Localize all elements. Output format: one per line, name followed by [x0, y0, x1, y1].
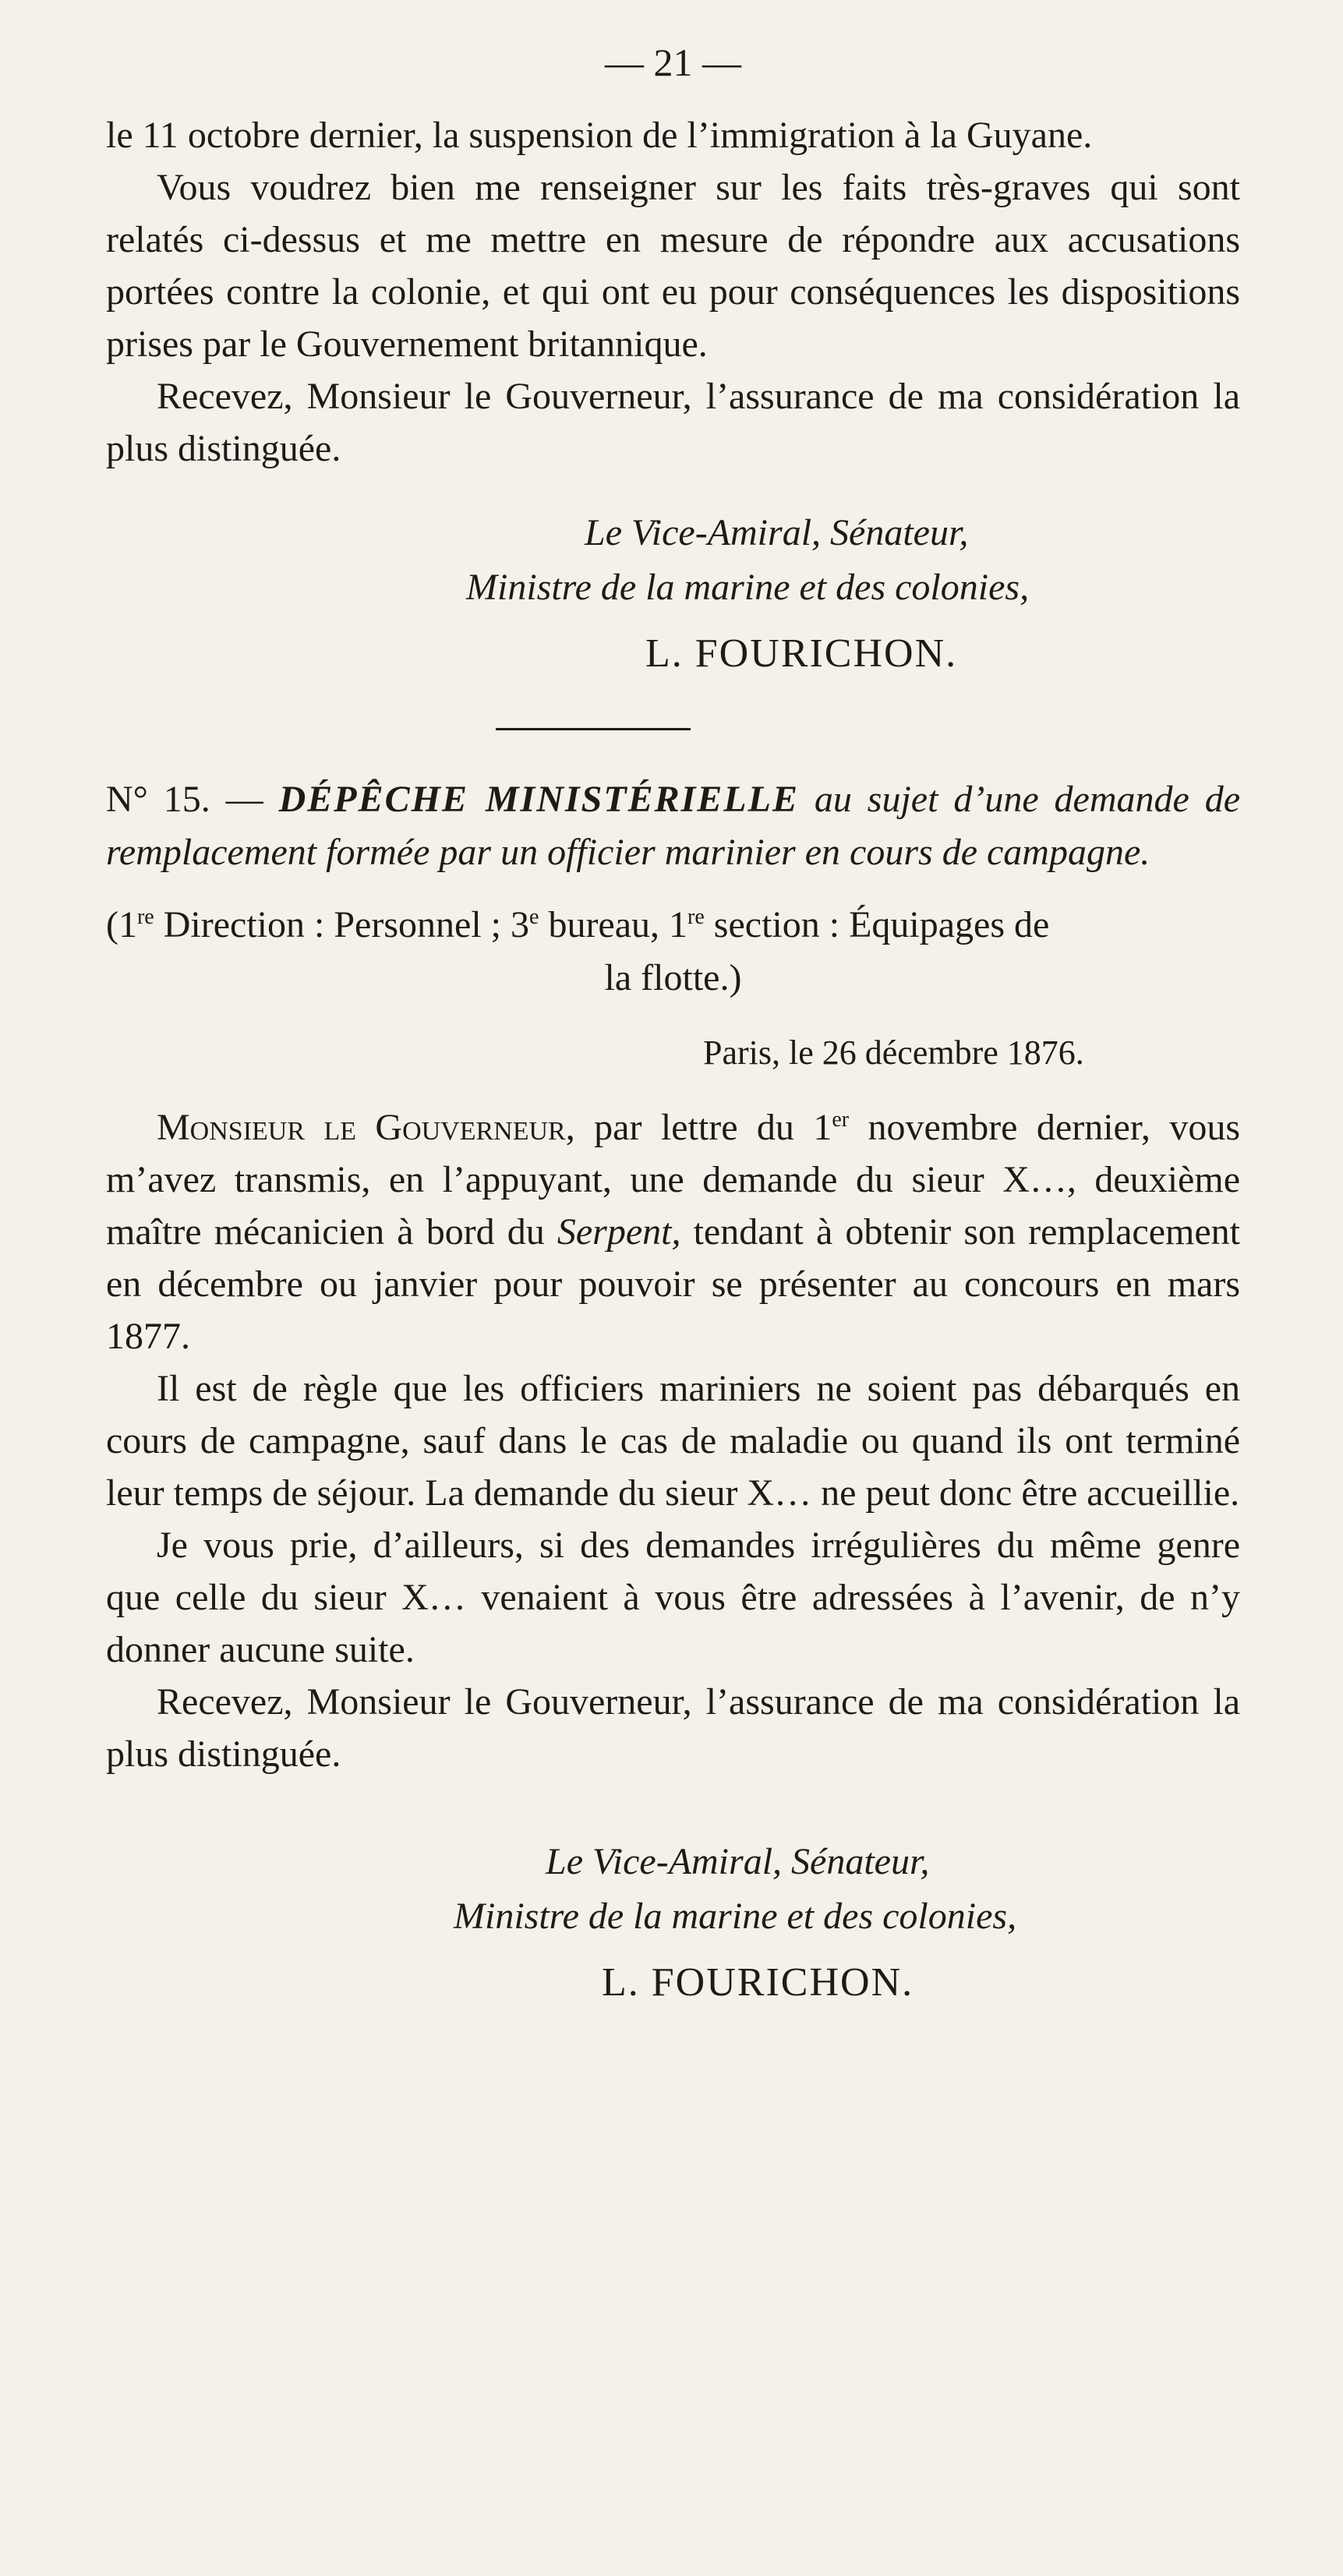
section-divider [496, 728, 691, 730]
dispatch-number: N° 15. — [106, 779, 263, 820]
salutation: Monsieur le Gouverneur, [157, 1107, 575, 1148]
direction-line2: la flotte.) [604, 957, 742, 998]
direction-text: Direction : Personnel ; 3 [154, 904, 529, 945]
bureau-text: bureau, 1 [539, 904, 688, 945]
signature-office: Ministre de la marine et des colonies, [466, 567, 1030, 608]
page-number: — 21 — [605, 41, 741, 84]
p1-sup: er [832, 1108, 850, 1132]
dispatch-signature-block [106, 1835, 1240, 2014]
dispatch-signature-rank: Le Vice-Amiral, Sénateur, [546, 1841, 930, 1882]
page-content [106, 31, 1240, 2014]
paragraph-closing: Recevez, Monsieur le Gouverneur, l’assurance de ma considération la plus distinguée. [106, 376, 1240, 469]
continued-paragraph: le 11 octobre dernier, la suspension de l’immigration à la Guyane. [106, 115, 1093, 156]
direction-sup: re [136, 905, 154, 929]
signature-rank: Le Vice-Amiral, Sénateur, [585, 512, 969, 553]
direction-number: 1 [118, 904, 137, 945]
dispatch-paragraph-4: Recevez, Monsieur le Gouverneur, l’assurance de ma considération la plus distinguée. [106, 1681, 1240, 1775]
dispatch-date: Paris, le 26 décembre 1876. [703, 1034, 1084, 1072]
bureau-sup: e [529, 905, 539, 929]
p1-part-a: par lettre du 1 [574, 1107, 832, 1148]
signature-block [106, 506, 1240, 685]
dispatch-signature-name: L. FOURICHON. [602, 1960, 914, 2005]
dispatch-heading [106, 773, 1240, 879]
paragraph-request: Vous voudrez bien me renseigner sur les faits très-graves qui sont relatés ci-dessus et me mettre en mesure de répondre aux accusations portées contre la colonie, et qui ont eu pour conséquences les dispositions prises par le Gouvernement britannique. [106, 167, 1240, 365]
p1-part-c: tendant à obtenir son remplacement en décembre ou janvier pour pouvoir se présenter au concours en mars 1877. [106, 1211, 1240, 1357]
dispatch-subtitle: au sujet d’une demande de remplacement formée par un officier marinier en cours de campagne. [106, 779, 1241, 873]
p1-part-b: novembre dernier, vous m’avez transmis, en l’appuyant, une demande du sieur X…, deuxième maître mécanicien à bord du [106, 1107, 1241, 1253]
dispatch-direction: (1re Direction : Personnel ; 3e bureau, 1re section : Équipages de la flotte.) [106, 899, 1240, 1005]
ship-name: Serpent, [557, 1211, 681, 1253]
dispatch-signature-office: Ministre de la marine et des colonies, [454, 1896, 1017, 1937]
dispatch-paragraph-3: Je vous prie, d’ailleurs, si des demandes irrégulières du même genre que celle du sieur X… venaient à vous être adressées à l’avenir, de n’y donner aucune suite. [106, 1525, 1240, 1670]
section-sup: re [687, 905, 705, 929]
dispatch-paragraph-1 [106, 1101, 1240, 1362]
signature-name: L. FOURICHON. [645, 631, 958, 676]
dispatch-paragraph-2: Il est de règle que les officiers mariniers ne soient pas débarqués en cours de campagne, sauf dans le cas de maladie ou quand ils ont terminé leur temps de séjour. La demande du sieur X… ne peut donc être accueillie. [106, 1368, 1240, 1514]
dispatch-title: DÉPÊCHE MINISTÉRIELLE [278, 779, 799, 820]
section-text: section : Équipages de [704, 904, 1050, 945]
